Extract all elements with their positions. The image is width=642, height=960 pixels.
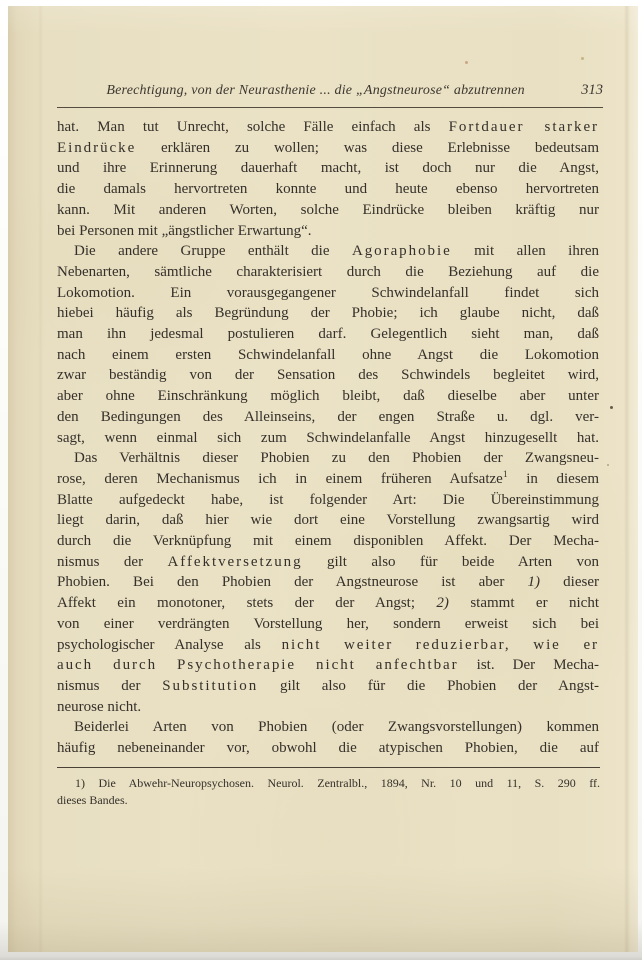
text-segment: gilt also für die Phobien der Angst-: [258, 677, 599, 694]
text-line: [57, 345, 599, 366]
text-segment: nismus der: [57, 677, 163, 694]
text-line: [57, 200, 599, 221]
text-segment: Nebenarten, sämtliche charakterisiert durch die Beziehung auf die: [57, 263, 599, 280]
text-segment: erklären zu wollen; was diese Erlebnisse bedeutsam: [136, 139, 599, 156]
text-segment: Lokomotion. Ein vorausgegangener Schwindelanfall findet sich: [57, 284, 599, 301]
paper-page: [8, 6, 638, 952]
text-line: [57, 386, 599, 407]
text-segment: dieser: [540, 574, 599, 591]
text-line: [57, 775, 600, 792]
text-line: [57, 697, 599, 718]
footnote-rule: [57, 767, 600, 768]
italic-text: 1): [527, 574, 541, 591]
text-segment: sagt, wenn einmal sich zum Schwindelanfalle Angst hinzugesellt hat.: [57, 429, 599, 446]
text-line: [57, 792, 600, 809]
text-line: [57, 303, 599, 324]
text-line: [57, 117, 599, 138]
text-line: [57, 655, 599, 676]
text-segment: Blatte aufgedeckt habe, ist folgender Art: Die Übereinstimmung: [57, 491, 599, 508]
text-segment: Affekt ein monotoner, stets der der Angst;: [57, 595, 437, 612]
text-segment: Phobien. Bei den Phobien der Angstneurose ist aber: [57, 574, 528, 591]
text-segment: hat. Man tut Unrecht, solche Fälle einfach als: [57, 119, 449, 135]
text-line: [57, 510, 599, 531]
text-segment: kann. Mit anderen Worten, solche Eindrücke bleiben kräftig nur: [57, 201, 599, 218]
text-segment: rose, deren Mechanismus ich in einem früheren Aufsatze: [57, 470, 503, 487]
text-segment: ist. Der Mecha-: [458, 657, 599, 674]
text-segment: von einer verdrängten Vorstellung her, sondern erweist sich bei: [57, 615, 599, 632]
page-fold-line: [624, 6, 630, 952]
footnote-reference: 1: [502, 469, 508, 480]
emphasis-spaced-text: Affektversetzung: [167, 553, 303, 570]
text-line: [57, 365, 599, 386]
text-segment: nach einem ersten Schwindelanfall ohne Angst die Lokomotion: [57, 346, 599, 363]
text-segment: dieses Bandes.: [57, 792, 128, 807]
text-line: [57, 593, 599, 614]
text-line: [57, 469, 599, 490]
text-segment: zwar beständig von der Sensation des Schwindels begleitet wird,: [57, 367, 599, 384]
paragraph: [57, 117, 599, 241]
text-segment: häufig nebeneinander vor, obwohl die atypischen Phobien, die auf: [57, 740, 599, 757]
paper-speck: [610, 406, 613, 409]
text-segment: in diesem: [507, 470, 600, 487]
text-line: [57, 635, 599, 656]
text-segment: neurose nicht.: [57, 698, 142, 715]
text-line: [57, 262, 599, 283]
running-head-title: Berechtigung, von der Neurasthenie ... die „Angstneurose“ abzutrennen: [106, 83, 525, 98]
text-line: [57, 138, 599, 159]
text-segment: stammt er nicht: [448, 595, 599, 612]
text-segment: hiebei häufig als Begründung der Phobie; ich glaube nicht, daß: [57, 305, 599, 322]
text-segment: und ihre Erinnerung dauerhaft macht, ist doch nur die Angst,: [57, 160, 599, 177]
text-segment: liegt darin, daß hier wie dort eine Vorstellung zwangsartig wird: [57, 512, 599, 529]
text-line: [57, 572, 599, 593]
paragraph: [57, 717, 599, 758]
text-line: [57, 179, 599, 200]
page-number: 313: [581, 82, 603, 98]
text-line: [57, 221, 599, 242]
text-segment: gilt also für beide Arten von: [302, 553, 599, 570]
text-segment: durch die Verknüpfung mit einem disponiblen Affekt. Der Mecha-: [57, 533, 599, 550]
footnote-paragraph: [57, 775, 600, 808]
paragraph: [57, 241, 599, 448]
text-line: [57, 428, 599, 449]
text-line: [57, 717, 599, 738]
text-segment: bei Personen mit „ängstlicher Erwartung“.: [57, 222, 312, 239]
text-segment: Die andere Gruppe enthält die: [74, 243, 352, 260]
text-segment: nismus der: [57, 553, 168, 570]
running-header: [57, 82, 603, 108]
text-segment: aber ohne Einschränkung möglich bleibt, daß dieselbe aber unter: [57, 388, 599, 405]
emphasis-spaced-text: Agoraphobie: [351, 243, 452, 260]
text-line: [57, 283, 599, 304]
text-line: [57, 490, 599, 511]
emphasis-spaced-text: auch durch Psychotherapie nicht anfechtbar: [57, 657, 459, 674]
text-line: [57, 158, 599, 179]
text-line: [57, 448, 599, 469]
text-segment: man ihn jedesmal postulieren darf. Gelegentlich sieht man, daß: [57, 326, 599, 343]
text-line: [57, 676, 599, 697]
text-segment: Beiderlei Arten von Phobien (oder Zwangsvorstellungen) kommen: [74, 719, 599, 736]
text-line: [57, 531, 599, 552]
text-line: [57, 614, 599, 635]
text-segment: 1) Die Abwehr-Neuropsychosen. Neurol. Zentralbl., 1894, Nr. 10 und 11, S. 290 ff.: [75, 776, 600, 790]
text-line: [57, 552, 599, 573]
text-segment: die damals hervortreten konnte und heute ebenso hervortreten: [57, 181, 599, 198]
emphasis-spaced-text: Eindrücke: [57, 139, 137, 156]
emphasis-spaced-text: Substitution: [162, 677, 259, 694]
paper-speck: [581, 57, 584, 60]
text-line: [57, 324, 599, 345]
text-segment: den Bedingungen des Alleinseins, der engen Straße u. dgl. ver-: [57, 408, 599, 425]
emphasis-spaced-text: Fortdauer starker: [448, 119, 599, 135]
text-line: [57, 407, 599, 428]
page-body: [57, 117, 599, 759]
paper-speck: [607, 464, 609, 466]
text-line: [57, 738, 599, 759]
paragraph: [57, 448, 599, 717]
text-line: [57, 241, 599, 262]
italic-text: 2): [436, 595, 449, 612]
paper-speck: [465, 61, 468, 64]
text-segment: Das Verhältnis dieser Phobien zu den Phobien der Zwangsneu-: [74, 450, 599, 467]
emphasis-spaced-text: nicht weiter reduzierbar, wie er: [281, 636, 599, 653]
text-segment: psychologischer Analyse als: [57, 636, 282, 653]
text-segment: mit allen ihren: [451, 243, 599, 260]
footnote: [57, 775, 600, 808]
page-fold-line-left: [38, 6, 43, 952]
